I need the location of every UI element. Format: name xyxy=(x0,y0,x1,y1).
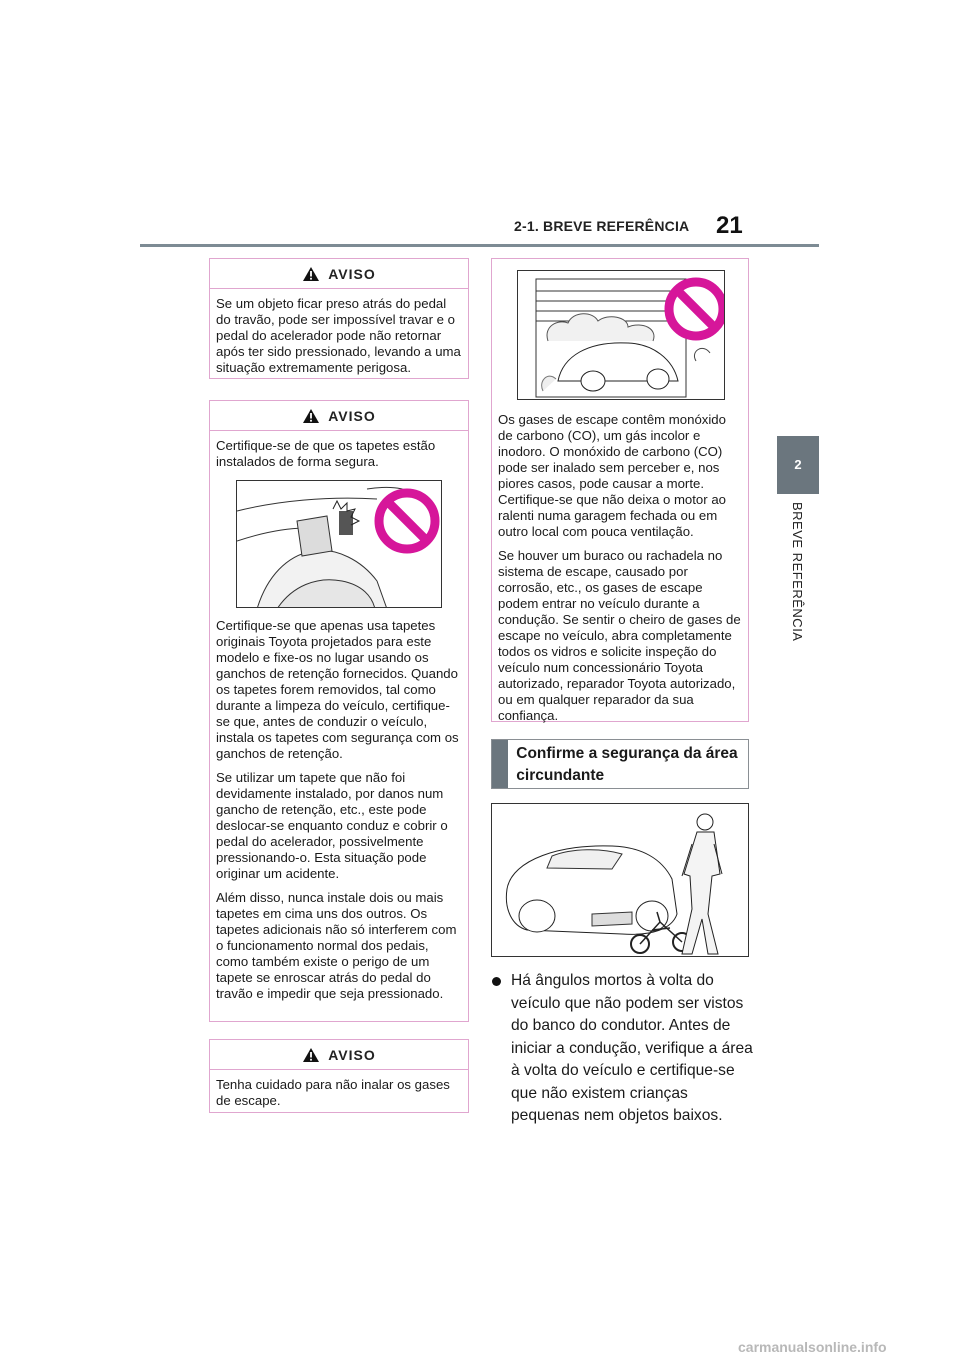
chapter-tab[interactable]: 2 xyxy=(777,436,819,494)
bullet-text: Há ângulos mortos à volta do veículo que não podem ser vistos do banco do condutor. Antes de iniciar a condução, verifique a área à volta do veículo e certifique-se que não existem crianças pequenas nem objetos baixos. xyxy=(511,972,753,1124)
garage-exhaust-illustration xyxy=(517,270,725,400)
warning-title: AVISO xyxy=(328,1046,376,1063)
warning-box-1 xyxy=(209,258,469,379)
exhaust-warning-box xyxy=(491,258,749,722)
section-heading xyxy=(491,739,749,789)
warning-triangle-icon xyxy=(302,1047,320,1063)
warning-box-3 xyxy=(209,1039,469,1113)
exhaust-text: Se houver um buraco ou rachadela no sistema de escape, causado por corrosão, etc., os gases de escape podem entrar no veículo durante a condução. Se sentir o cheiro de gases de escape no veículo, abra completamente todos os vidros e solicite inspeção do veículo num concessionário Toyota autorizado, reparador Toyota autorizado, ou em qualquer reparador da sua confiança. xyxy=(498,548,741,723)
exhaust-text: Os gases de escape contêm monóxido de carbono (CO), um gás incolor e inodoro. O monóxido de carbono (CO) pode ser inalado sem perceber e, nos piores casos, pode causar a morte. Certifique-se que não deixa o motor ao ralenti numa garagem fechada ou em outro local com pouca ventilação. xyxy=(498,412,726,539)
watermark: carmanualsonline.info xyxy=(738,1339,887,1355)
section-heading-bar xyxy=(492,740,508,788)
page-number: 21 xyxy=(716,212,743,239)
warning-text: Certifique-se que apenas usa tapetes originais Toyota projetados para este modelo e fixe-os no lugar usando os ganchos de retenção fornecidos. Quando os tapetes forem removidos, tal como durante a limpeza do veículo, certifique-se que, antes de conduzir o veículo, instala os tapetes com segurança com os ganchos de retenção. xyxy=(216,618,459,761)
warning-intro: Certifique-se de que os tapetes estão instalados de forma segura. xyxy=(216,438,436,469)
bullet-item xyxy=(492,970,754,1128)
warning-title: AVISO xyxy=(328,407,376,424)
warning-header xyxy=(210,1040,468,1070)
warning-text: Se um objeto ficar preso atrás do pedal do travão, pode ser impossível travar e o pedal do acelerador pode não retornar após ter sido pressionado, levando a uma situação extremamente perigosa. xyxy=(216,296,461,375)
warning-header xyxy=(210,401,468,431)
warning-text: Tenha cuidado para não inalar os gases de escape. xyxy=(216,1077,450,1108)
warning-box-2 xyxy=(209,400,469,1022)
warning-text: Além disso, nunca instale dois ou mais tapetes em cima uns dos outros. Os tapetes adicionais não só interferem com o funcionamento normal dos pedais, como também existe o perigo de um tapete se enroscar atrás do pedal do travão e impedir que seja pressionado. xyxy=(216,890,457,1001)
floor-mat-illustration xyxy=(236,480,442,608)
warning-triangle-icon xyxy=(302,266,320,282)
surroundings-illustration xyxy=(491,803,749,957)
section-heading-title: Confirme a segurança da área circundante xyxy=(516,745,738,784)
warning-title: AVISO xyxy=(328,265,376,282)
warning-text: Se utilizar um tapete que não foi devidamente instalado, por danos num gancho de retenção, etc., este pode deslocar-se enquanto conduz e cobrir o pedal do acelerador, possivelmente pressionando-o. Esta situação pode originar um acidente. xyxy=(216,770,448,881)
warning-triangle-icon xyxy=(302,408,320,424)
header-rule xyxy=(140,244,819,247)
bullet-icon xyxy=(492,977,501,986)
warning-header xyxy=(210,259,468,289)
chapter-label: BREVE REFERÊNCIA xyxy=(790,502,805,642)
section-title: 2-1. BREVE REFERÊNCIA xyxy=(514,218,690,234)
